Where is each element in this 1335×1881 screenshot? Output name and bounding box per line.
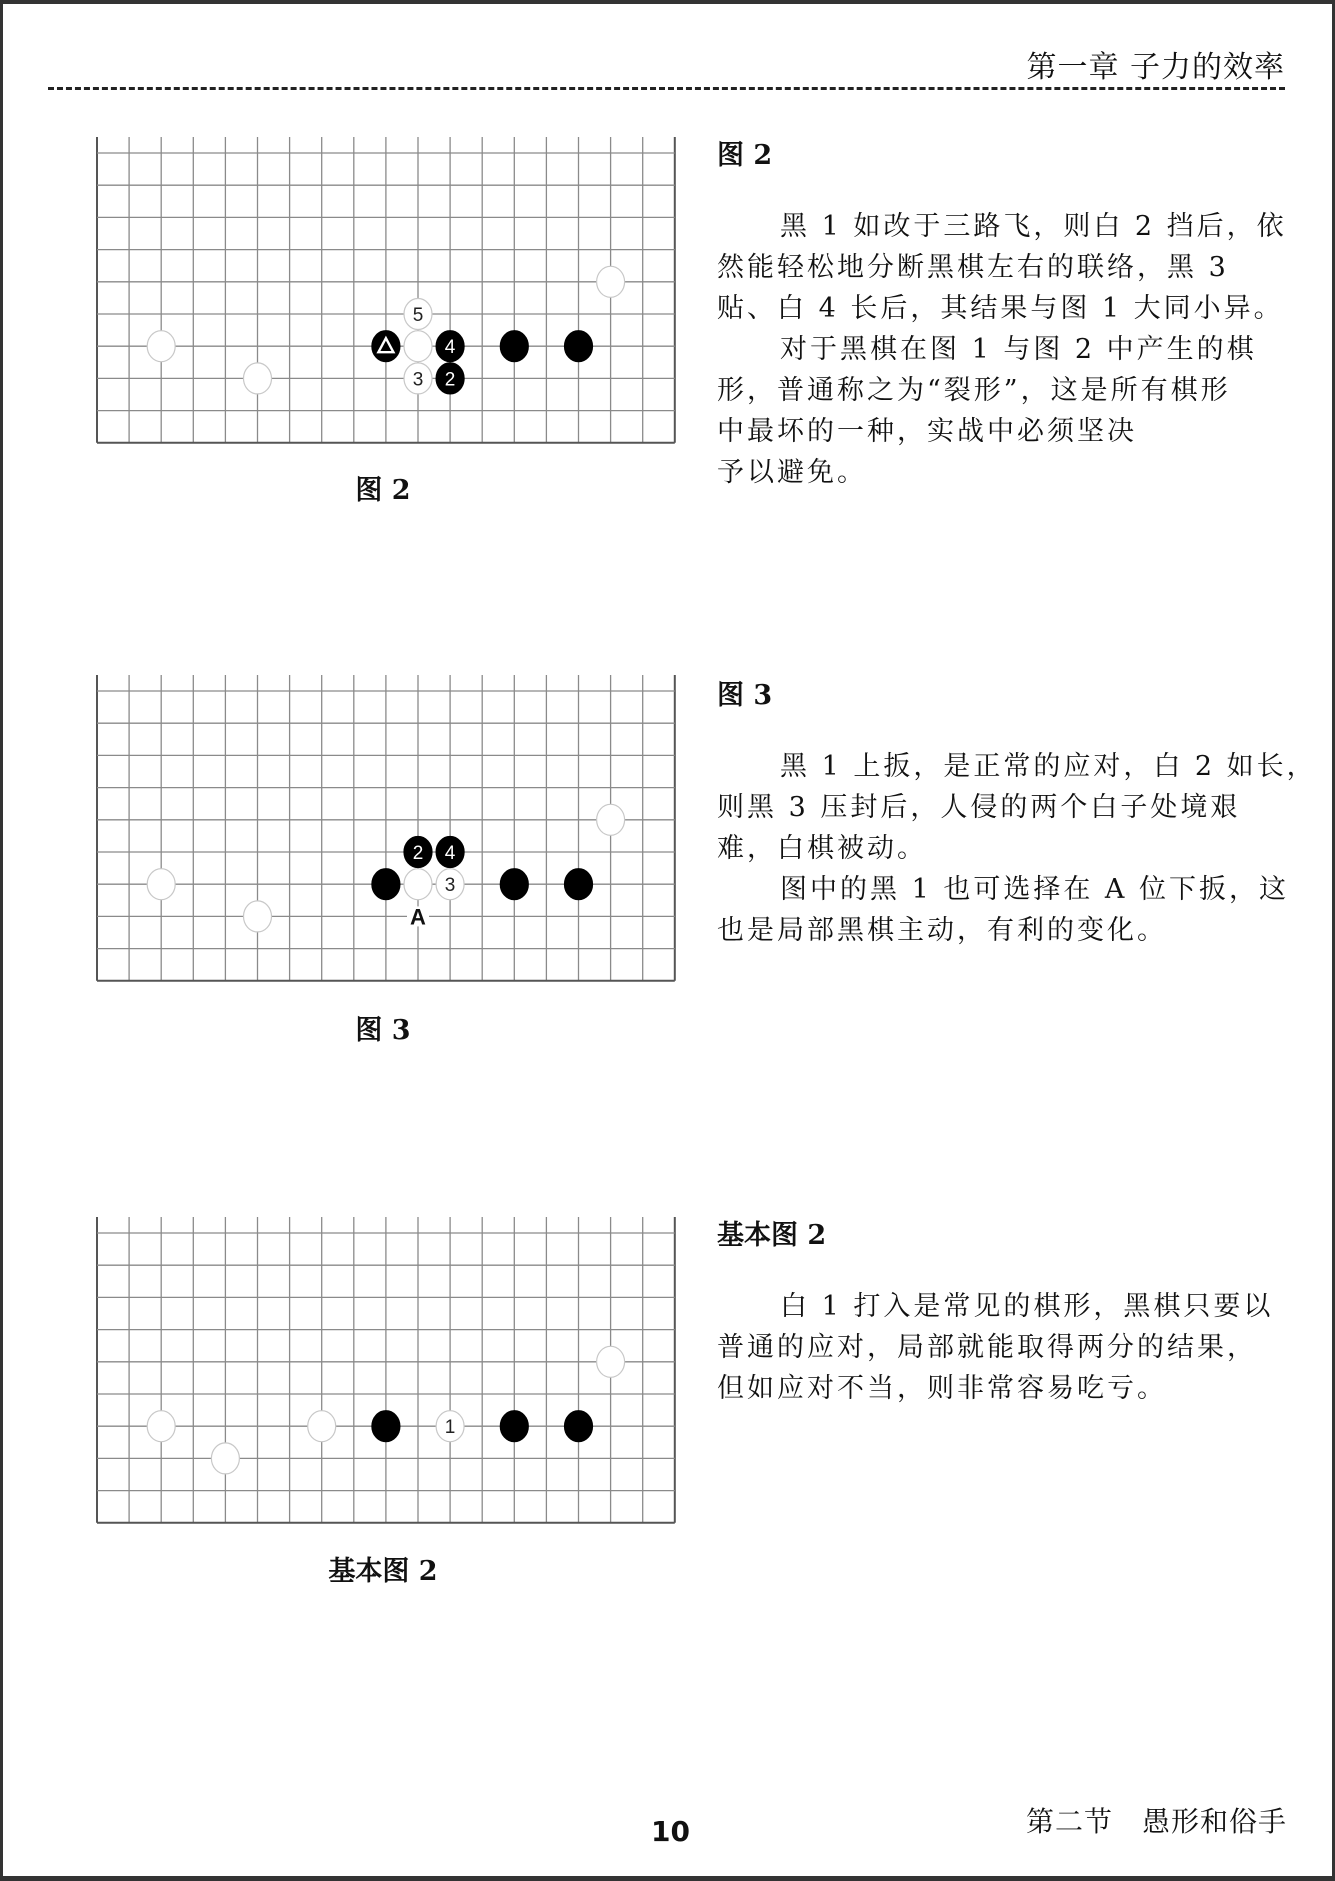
- commentary-line: 但如应对不当，则非常容易吃亏。: [717, 1373, 1167, 1404]
- commentary-line: 难，白棋被动。: [717, 833, 927, 864]
- white-stone: [597, 1346, 625, 1377]
- commentary-line: 对于黑棋在图 1 与图 2 中产生的棋: [780, 334, 1257, 365]
- figure-caption-fig2: 图 2: [355, 475, 411, 506]
- white-stone: [211, 1443, 239, 1474]
- white-stone-1: [436, 1411, 464, 1442]
- figure-caption-basic2: 基本图 2: [328, 1556, 438, 1587]
- point-label-A: A: [410, 904, 426, 930]
- commentary-line: 然能轻松地分断黑棋左右的联络，黑 3: [717, 252, 1229, 283]
- commentary-line: 形，普通称之为“裂形”，这是所有棋形: [717, 375, 1231, 406]
- commentary-line: 则黑 3 压封后，人侵的两个白子处境艰: [717, 792, 1241, 823]
- black-stone: [565, 331, 593, 362]
- svg-text:2: 2: [444, 369, 456, 391]
- commentary-line: 白 1 打入是常见的棋形，黑棋只要以: [780, 1291, 1274, 1322]
- black-stone-triangle: [372, 331, 400, 362]
- white-stone-3: [404, 363, 432, 394]
- go-board-fig2: [90, 130, 690, 460]
- go-board-basic2: [90, 1210, 690, 1540]
- commentary-line: 图中的黑 1 也可选择在 A 位下扳，这: [780, 874, 1290, 905]
- commentary-line: 也是局部黑棋主动，有利的变化。: [717, 915, 1167, 946]
- board-grid: [97, 675, 675, 981]
- black-stone: [565, 869, 593, 900]
- commentary-line: 普通的应对，局部就能取得两分的结果，: [717, 1332, 1257, 1363]
- svg-text:3: 3: [412, 369, 424, 391]
- figure-title-basic2: 基本图 2: [717, 1220, 827, 1251]
- go-board-fig3: [90, 668, 690, 998]
- black-stone: [500, 1411, 528, 1442]
- board-grid: [97, 1217, 675, 1523]
- black-stone: [372, 1411, 400, 1442]
- chapter-header: 第一章 子力的效率: [1026, 50, 1285, 85]
- white-stone-3: [436, 869, 464, 900]
- white-stone: [597, 804, 625, 835]
- white-stone-5: [404, 299, 432, 330]
- white-stone: [404, 331, 432, 362]
- svg-text:2: 2: [412, 843, 424, 864]
- black-stone: [500, 331, 528, 362]
- white-stone: [404, 869, 432, 900]
- commentary-line: 中最坏的一种，实战中必须坚决: [717, 416, 1137, 447]
- black-stone: [500, 869, 528, 900]
- svg-text:4: 4: [444, 843, 456, 864]
- commentary-basic2: [717, 1286, 1277, 1409]
- figure-text-basic2: [717, 1216, 1277, 1409]
- white-stone: [244, 363, 272, 394]
- black-stone-4: [436, 331, 464, 362]
- white-stone: [597, 266, 625, 297]
- black-stone-4: [436, 837, 464, 868]
- figure-text-fig3: [717, 676, 1317, 951]
- board-grid: [97, 137, 675, 443]
- figure-text-fig2: [717, 136, 1287, 493]
- white-stone: [147, 331, 175, 362]
- header-dashed-rule: [48, 87, 1285, 90]
- section-footer: 第二节 愚形和俗手: [1025, 1805, 1287, 1838]
- commentary-line: 贴、白 4 长后，其结果与图 1 大同小异。: [717, 293, 1284, 324]
- white-stone: [147, 1411, 175, 1442]
- black-stone: [565, 1411, 593, 1442]
- commentary-line: 予以避免。: [717, 457, 867, 488]
- figure-caption-fig3: 图 3: [355, 1015, 411, 1046]
- svg-text:4: 4: [444, 337, 456, 359]
- page-number: 10: [651, 1815, 690, 1848]
- white-stone: [147, 869, 175, 900]
- white-stone: [244, 901, 272, 932]
- svg-text:3: 3: [444, 875, 456, 897]
- commentary-line: 黑 1 如改于三路飞，则白 2 挡后，依: [780, 211, 1287, 242]
- commentary-line: 黑 1 上扳，是正常的应对，白 2 如长，: [780, 751, 1317, 782]
- commentary-fig3: [717, 746, 1317, 951]
- figure-title-fig3: 图 3: [717, 680, 773, 711]
- svg-text:1: 1: [444, 1417, 456, 1439]
- white-stone: [308, 1411, 336, 1442]
- black-stone-2: [436, 363, 464, 394]
- figure-title-fig2: 图 2: [717, 140, 773, 171]
- commentary-fig2: [717, 206, 1287, 493]
- black-stone: [372, 869, 400, 900]
- svg-text:5: 5: [412, 305, 424, 326]
- black-stone-2: [404, 837, 432, 868]
